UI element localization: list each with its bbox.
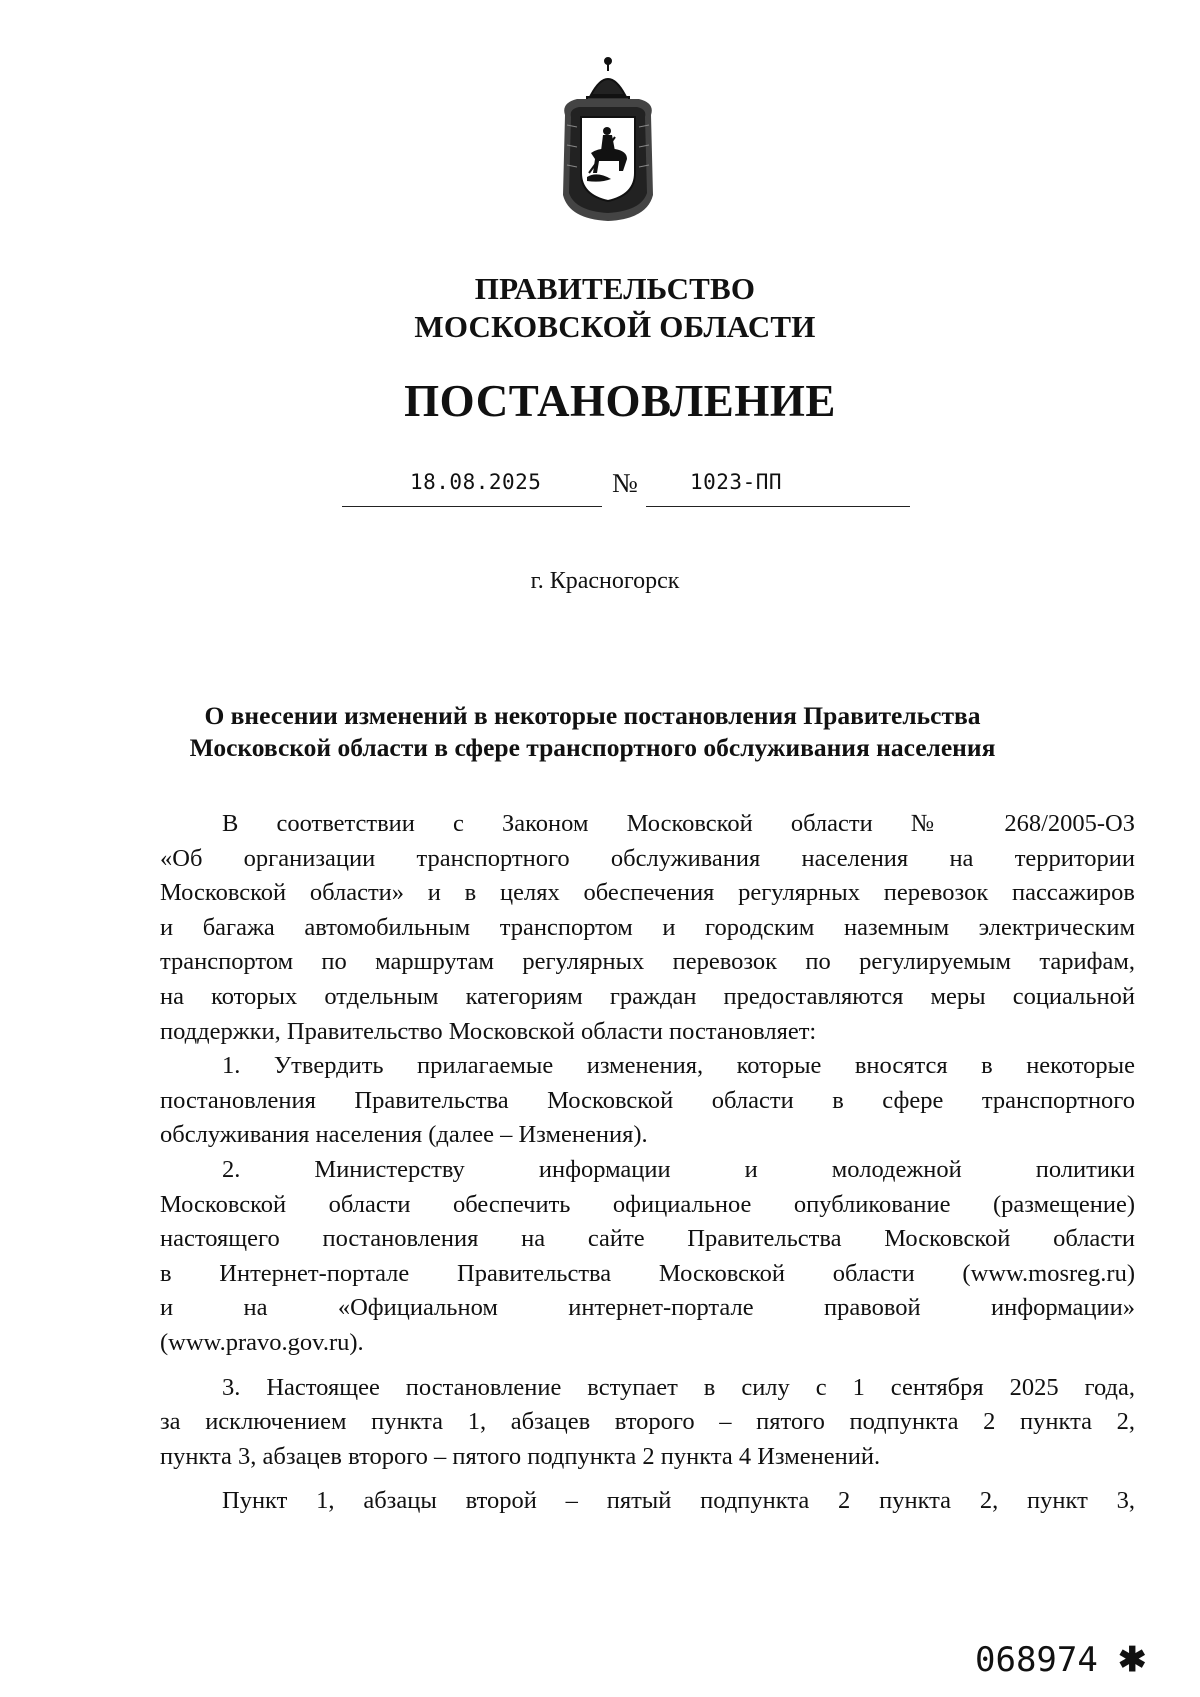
body-line: настоящего постановления на сайте Правительства Московской области [160,1225,1135,1253]
body-line: 3. Настоящее постановление вступает в силу с 1 сентября 2025 года, [222,1373,1135,1401]
government-name-line1: ПРАВИТЕЛЬСТВО [474,271,756,306]
number-underline [646,506,910,507]
crown-icon [587,58,629,103]
body-line: на которых отдельным категориям граждан предоставляются меры социальной [160,982,1135,1010]
body-line: Пункт 1, абзацы второй – пятый подпункта 2 пункта 2, пункт 3, [222,1487,1135,1515]
subject-line2: Московской области в сфере транспортного обслуживания населения [189,733,996,762]
body-line: обслуживания населения (далее – Изменения). [160,1121,648,1149]
coat-of-arms-emblem [557,55,659,223]
asterisk-mark: ✱ [1118,1642,1147,1679]
document-date: 18.08.2025 [410,470,542,494]
body-line: 2. Министерству информации и молодежной политики [222,1155,1135,1183]
document-type-title: ПОСТАНОВЛЕНИЕ [404,376,836,426]
body-line: Московской области обеспечить официальное опубликование (размещение) [160,1190,1135,1218]
body-line: за исключением пункта 1, абзацев второго – пятого подпункта 2 пункта 2, [160,1408,1135,1436]
body-line: и на «Официальном интернет-портале правовой информации» [160,1294,1135,1322]
body-line: и багажа автомобильным транспортом и городским наземным электрическим [160,913,1135,941]
subject-line1: О внесении изменений в некоторые постановления Правительства [204,701,981,730]
body-line: 1. Утвердить прилагаемые изменения, которые вносятся в некоторые [222,1052,1135,1080]
body-line: (www.pravo.gov.ru). [160,1328,364,1356]
serial-number: 068974 [975,1640,1098,1680]
body-line: пункта 3, абзацев второго – пятого подпункта 2 пункта 4 Изменений. [160,1442,881,1470]
number-sign: № [612,468,638,498]
body-line: транспортом по маршрутам регулярных перевозок по регулируемым тарифам, [160,948,1135,976]
body-line: «Об организации транспортного обслуживания населения на территории [160,844,1135,872]
body-line: Московской области» и в целях обеспечения регулярных перевозок пассажиров [160,879,1135,907]
document-body [160,807,1135,1519]
body-line: поддержки, Правительство Московской области постановляет: [160,1017,817,1045]
body-line: постановления Правительства Московской области в сфере транспортного [160,1086,1135,1114]
document-number: 1023-ПП [690,470,783,494]
body-line: в Интернет-портале Правительства Московской области (www.mosreg.ru) [160,1259,1135,1287]
date-underline [342,506,602,507]
body-line: В соответствии с Законом Московской области № 268/2005-ОЗ [222,810,1135,837]
city-name: г. Красногорск [530,568,680,594]
government-name-line2: МОСКОВСКОЙ ОБЛАСТИ [414,309,816,344]
